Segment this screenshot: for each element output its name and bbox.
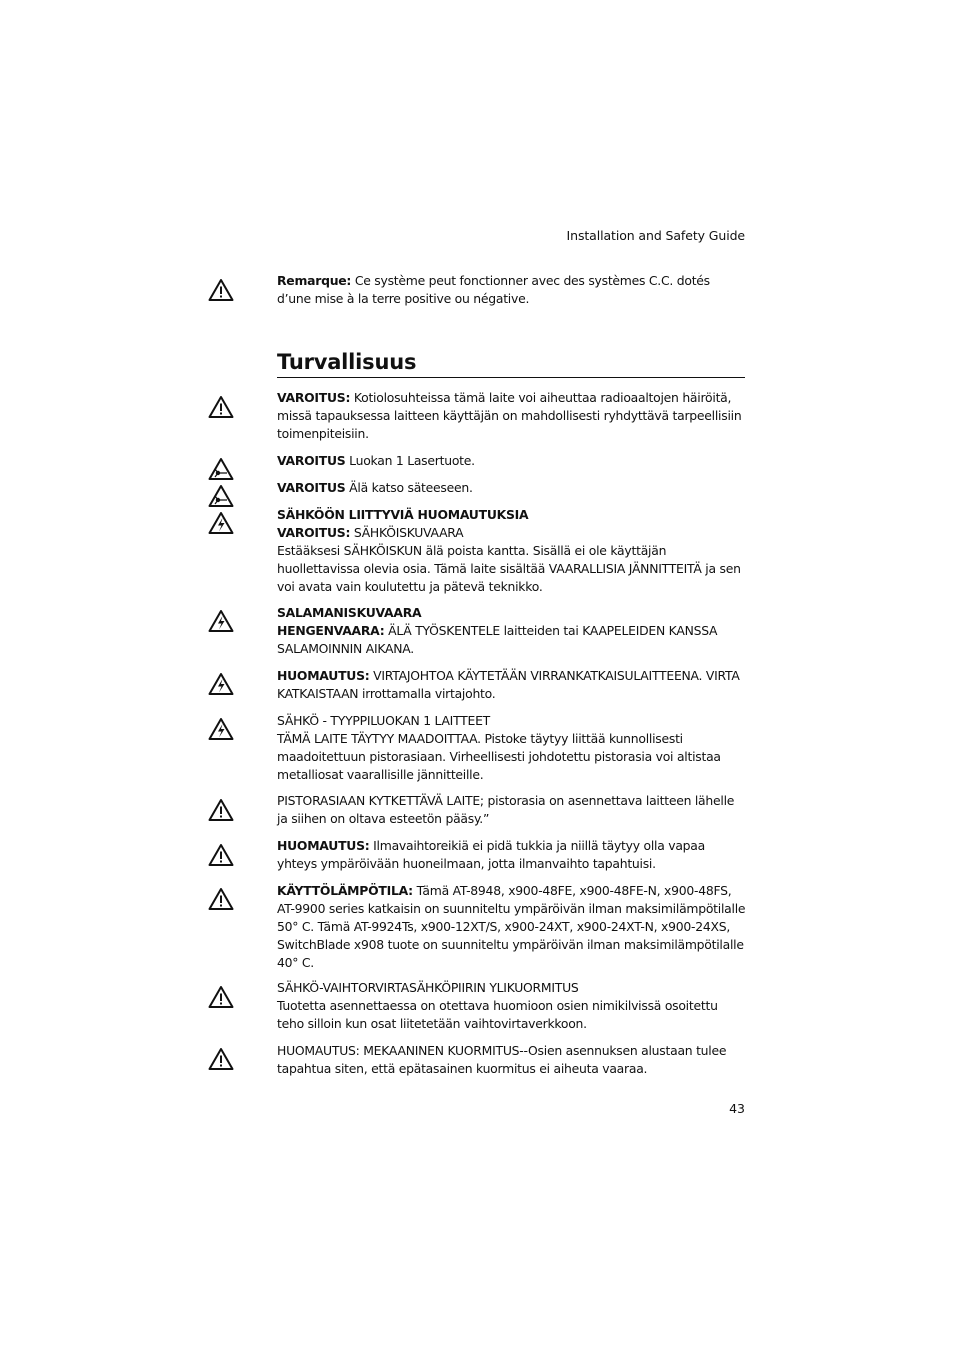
- mechanical-load-item: [277, 1042, 747, 1078]
- item-body: PISTORASIAAN KYTKETTÄVÄ LAITE; pistorasia on asennettava laitteen lähelle ja siihen on oltava esteetön pääsy.”: [277, 793, 735, 826]
- item-text: SÄHKÖISKUVAARA: [350, 525, 464, 540]
- warning-triangle-icon: [208, 843, 234, 867]
- warning-item: [277, 389, 747, 443]
- section-title: Turvallisuus: [277, 350, 745, 378]
- laser-warning-item: [277, 452, 747, 470]
- item-body: Tuotetta asennettaessa on otettava huomioon osien nimikilvissä osoitettu teho silloin kun osat liitetetään vaihtovirtaverkkoon.: [277, 998, 718, 1031]
- electrical-warning-item: [277, 506, 747, 596]
- warning-triangle-icon: [208, 278, 234, 302]
- ventilation-item: [277, 837, 747, 873]
- electric-shock-icon: [208, 717, 234, 741]
- item-text: Kotiolosuhteissa tämä laite voi aiheuttaa radioaaltojen häiröitä, missä tapauksessa laitteen käyttäjän on mahdollisesti ryhdyttävä tarpeellisiin toimenpiteisiin.: [277, 390, 742, 441]
- remarque-label: Remarque:: [277, 273, 352, 288]
- item-text: VIRTAJOHTOA KÄYTETÄÄN VIRRANKATKAISULAITTEENA. VIRTA KATKAISTAAN irrottamalla virtajohto.: [277, 668, 740, 701]
- page-number: 43: [729, 1101, 745, 1116]
- item-body: Estääksesi SÄHKÖISKUN älä poista kantta. Sisällä ei ole käyttäjän huollettavissa olevia osia. Tämä laite sisältää VAARALLISIA JÄNNITTEITÄ ja sen voi avata vain koulutettu ja pätevä teknikko.: [277, 543, 741, 594]
- lightning-warning-item: [277, 604, 747, 658]
- item-text: Tämä AT-8948, x900-48FE, x900-48FE-N, x900-48FS, AT-9900 series katkaisin on suunniteltu ympäröivän ilman maksimilämpötilalle 50° C. Tämä AT-9924Ts, x900-12XT/S, x900-24XT, x900-24XT-N, x900-24XS, SwitchBlade x908 tuote on suunniteltu ympäröivän ilman maksimilämpötilalle 40° C.: [277, 883, 746, 970]
- laser-warning-icon: [208, 484, 234, 508]
- warning-triangle-icon: [208, 887, 234, 911]
- power-cord-note-item: [277, 667, 747, 703]
- item-text: ÄLÄ TYÖSKENTELE laitteiden tai KAAPELEIDEN KANSSA SALAMOINNIN AIKANA.: [277, 623, 718, 656]
- item-label: VAROITUS:: [277, 525, 351, 540]
- running-header: Installation and Safety Guide: [566, 228, 745, 243]
- electric-shock-icon: [208, 511, 234, 535]
- socket-item: [277, 792, 747, 828]
- item-heading: SÄHKÖ-VAIHTORVIRTASÄHKÖPIIRIN YLIKUORMITUS: [277, 980, 579, 995]
- remarque-text: Ce système peut fonctionner avec des systèmes C.C. dotés d’une mise à la terre positive ou négative.: [277, 273, 710, 306]
- circuit-overload-item: [277, 979, 747, 1033]
- warning-triangle-icon: [208, 395, 234, 419]
- item-label: VAROITUS:: [277, 390, 351, 405]
- warning-triangle-icon: [208, 985, 234, 1009]
- item-label: KÄYTTÖLÄMPÖTILA:: [277, 883, 413, 898]
- item-body: TÄMÄ LAITE TÄYTYY MAADOITTAA. Pistoke täytyy liittää kunnollisesti maadoitettuun pistorasiaan. Virheellisesti johdotettu pistorasia voi altistaa metalliosat vaarallisille jännitteille.: [277, 731, 721, 782]
- item-body: HUOMAUTUS: MEKAANINEN KUORMITUS--Osien asennuksen alustaan tulee tapahtua siten, että epätasainen kuormitus ei aiheuta vaaraa.: [277, 1043, 727, 1076]
- remarque-note: [277, 272, 747, 308]
- item-label: VAROITUS: [277, 453, 346, 468]
- item-text: Luokan 1 Lasertuote.: [345, 453, 475, 468]
- item-label: HENGENVAARA:: [277, 623, 385, 638]
- item-heading: SÄHKÖÖN LIITTYVIÄ HUOMAUTUKSIA: [277, 507, 529, 522]
- warning-triangle-icon: [208, 798, 234, 822]
- grounding-item: [277, 712, 747, 784]
- laser-warning-icon: [208, 457, 234, 481]
- item-text: Ilmavaihtoreikiä ei pidä tukkia ja niillä täytyy olla vapaa yhteys ympäröivään huoneilmaan, jotta ilmanvaihto tapahtuisi.: [277, 838, 705, 871]
- warning-triangle-icon: [208, 1047, 234, 1071]
- item-label: HUOMAUTUS:: [277, 668, 370, 683]
- item-heading: SÄHKÖ - TYYPPILUOKAN 1 LAITTEET: [277, 713, 490, 728]
- laser-warning-item: [277, 479, 747, 497]
- electric-shock-icon: [208, 672, 234, 696]
- temperature-item: [277, 882, 747, 972]
- item-label: VAROITUS: [277, 480, 346, 495]
- item-text: Älä katso säteeseen.: [345, 480, 473, 495]
- item-heading: SALAMANISKUVAARA: [277, 605, 422, 620]
- item-label: HUOMAUTUS:: [277, 838, 370, 853]
- electric-shock-icon: [208, 609, 234, 633]
